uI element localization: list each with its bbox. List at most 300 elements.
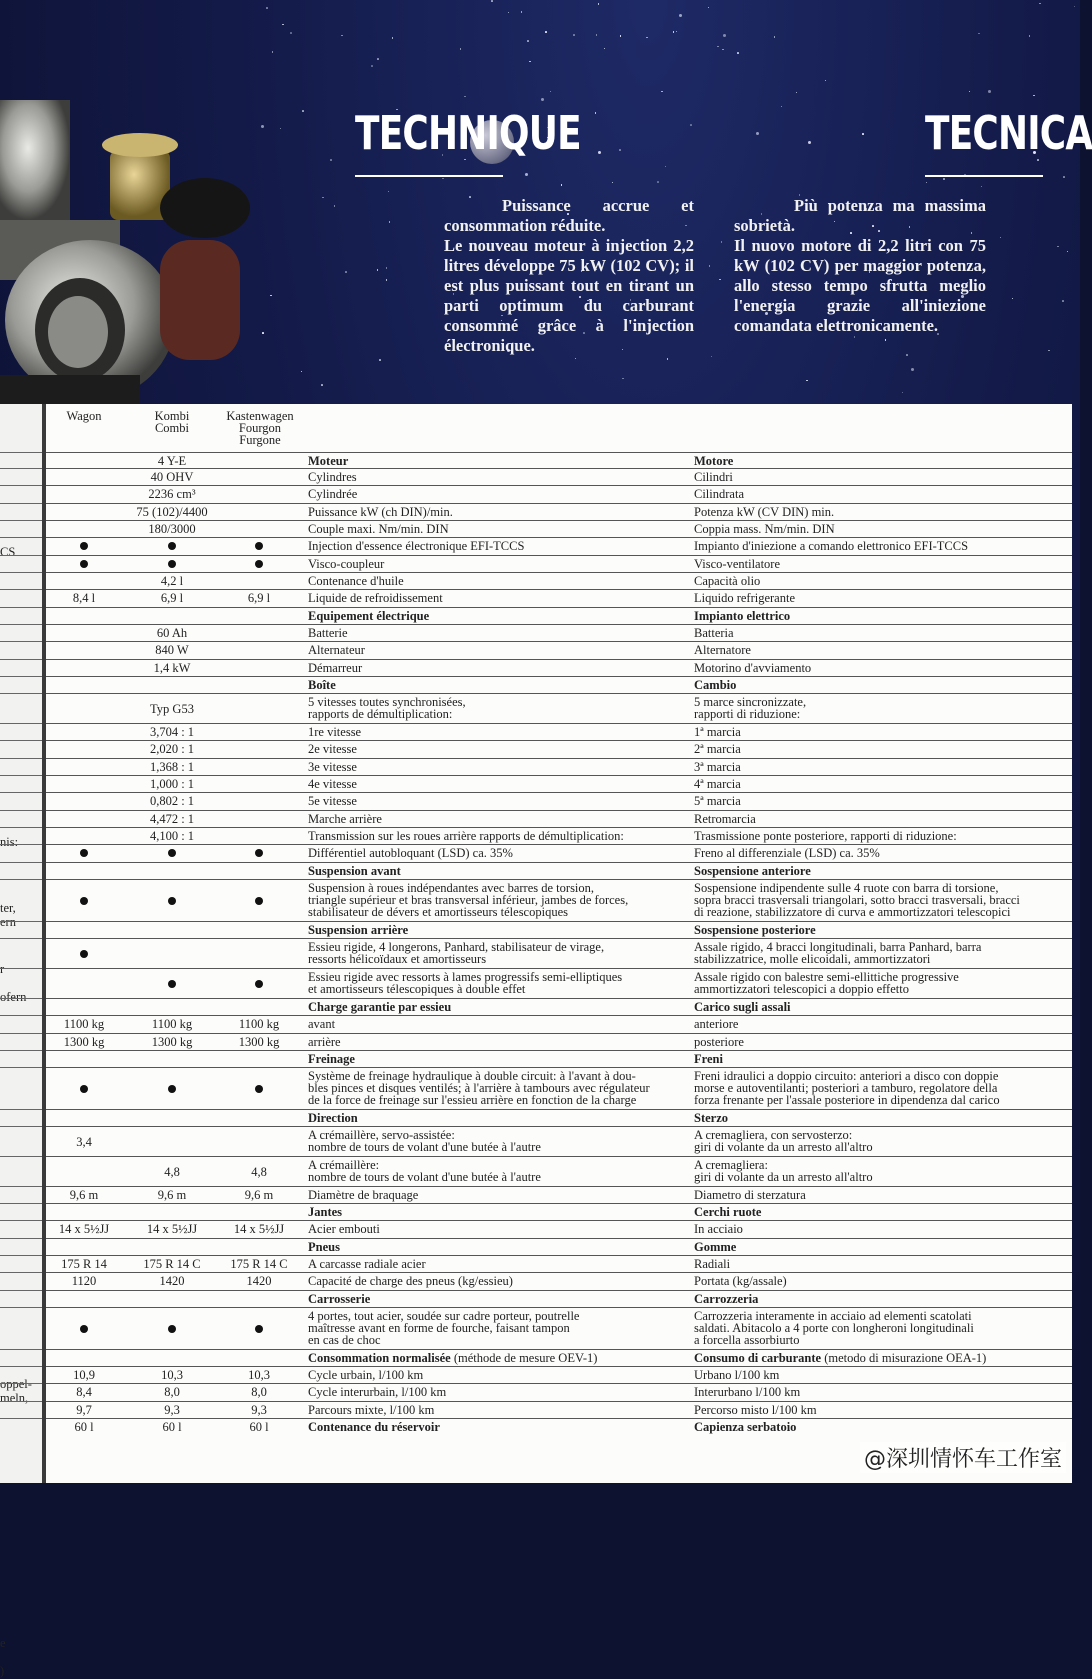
spec-label-it-text: Freni [694, 1052, 723, 1066]
facing-page-rule [0, 1220, 46, 1221]
spec-value-c2 [126, 978, 218, 990]
spec-value-c2: 1300 kg [151, 1035, 193, 1049]
spec-label-fr [308, 1018, 686, 1030]
spec-label-it-text: Impianto d'iniezione a comando elettronico EFI-TCCS [694, 539, 969, 553]
spec-label-it [694, 471, 1064, 483]
spec-label-fr [308, 592, 686, 604]
facing-page-rule [0, 1349, 46, 1350]
spec-label-fr [308, 1053, 686, 1065]
spec-value-c2: 175 R 14 C [143, 1257, 201, 1271]
spec-value-c2: 0,802 : 1 [149, 794, 195, 808]
facing-page-rule [0, 1126, 46, 1127]
facing-page-rule [0, 1307, 46, 1308]
spec-row [46, 862, 1072, 880]
star [598, 3, 600, 5]
spec-label-it [694, 1036, 1064, 1048]
spec-label-fr-text: 5e vitesse [308, 794, 357, 808]
spec-value-c1: 60 l [74, 1420, 94, 1434]
spec-label-fr-method: (méthode de mesure OEV-1) [450, 1351, 598, 1365]
spec-label-fr-text: Différentiel autobloquant (LSD) ca. 35% [308, 846, 513, 860]
spec-value-c3 [218, 540, 300, 552]
spec-value-c2: 75 (102)/4400 [136, 505, 208, 519]
standard-equipment-dot [255, 980, 263, 988]
spec-value-c2: 1100 kg [151, 1017, 193, 1031]
spec-value-c1: 3,4 [76, 1135, 92, 1149]
spec-label-fr-text: Cylindrée [308, 487, 358, 501]
spec-value-c2: 2236 cm³ [148, 487, 196, 501]
spec-label-fr [308, 1001, 686, 1013]
spec-row [46, 998, 1072, 1016]
spec-value-c3 [218, 558, 300, 570]
star [808, 141, 811, 144]
spec-label-fr [308, 558, 686, 570]
standard-equipment-dot [80, 560, 88, 568]
star [679, 14, 682, 17]
star [596, 34, 598, 36]
star [943, 178, 945, 180]
spec-label-it-text: Cilindri [694, 470, 733, 484]
spec-label-it [694, 1070, 1064, 1106]
standard-equipment-dot [255, 1325, 263, 1333]
spec-value-c1 [46, 1323, 122, 1335]
spec-label-it-text: Portata (kg/assale) [694, 1274, 787, 1288]
spec-value-c2: 1,368 : 1 [149, 760, 195, 774]
star [620, 35, 622, 37]
intro-it-lead: Più potenza ma massima sobrietà. [734, 196, 986, 235]
spec-label-it [694, 941, 1064, 965]
spec-label-it [694, 575, 1064, 587]
star [330, 159, 332, 161]
star [388, 191, 390, 193]
spec-value-c2: 14 x 5½JJ [146, 1222, 198, 1236]
spec-label-it-text: Radiali [694, 1257, 731, 1271]
standard-equipment-dot [255, 897, 263, 905]
spec-label-fr-text: Direction [308, 1111, 358, 1125]
star [723, 34, 726, 37]
facing-page-rule [0, 520, 46, 521]
star [377, 58, 379, 60]
spec-label-it [694, 1112, 1064, 1124]
spec-label-it-text: Assale rigido, 4 bracci longitudinali, barra Panhard, barra stabilizzatrice, molle elicoidali, ammortizzatori [694, 940, 982, 966]
spec-value-c1: 9,7 [76, 1403, 92, 1417]
spec-row [46, 1272, 1072, 1291]
spec-label-fr-text: arrière [308, 1035, 341, 1049]
star [550, 91, 552, 93]
spec-row [46, 792, 1072, 811]
spec-label-it [694, 488, 1064, 500]
star [721, 241, 723, 243]
spec-label-fr-text: Cycle urbain, l/100 km [308, 1368, 424, 1382]
facing-page-rule [0, 810, 46, 811]
spec-label-it [694, 1189, 1064, 1201]
star [1067, 251, 1069, 253]
facing-page-rule [0, 452, 46, 453]
facing-page-rule [0, 1272, 46, 1273]
star [541, 98, 544, 101]
spec-value-c1: 9,6 m [69, 1188, 99, 1202]
star [525, 173, 528, 176]
spec-row [46, 1418, 1072, 1436]
spec-value-c1 [46, 895, 122, 907]
star [978, 33, 980, 35]
star [521, 11, 523, 13]
star [667, 358, 669, 360]
star [717, 46, 719, 48]
spec-value-c2: Typ G53 [150, 702, 194, 716]
star [619, 149, 621, 151]
spec-value-c2 [126, 1083, 218, 1095]
spec-label-it-text: Sospensione posteriore [694, 923, 816, 937]
facing-page-rule [0, 1067, 46, 1068]
spec-label-it-text: Cilindrata [694, 487, 744, 501]
spec-label-it [694, 1223, 1064, 1235]
spec-label-fr-text: Couple maxi. Nm/min. DIN [308, 522, 449, 536]
spec-label-it-text: In acciaio [694, 1222, 743, 1236]
spec-row [46, 452, 1072, 469]
facing-page-fragment: r [0, 962, 5, 976]
spec-label-fr-text: Boîte [308, 678, 336, 692]
spec-label-it [694, 1053, 1064, 1065]
star [926, 182, 928, 184]
standard-equipment-dot [168, 560, 176, 568]
spec-label-fr [308, 610, 686, 622]
spec-value-c3: 4,8 [251, 1165, 267, 1179]
star [673, 31, 675, 33]
star [1074, 6, 1076, 8]
star [1039, 3, 1041, 5]
spec-label-fr-text: Equipement électrique [308, 609, 430, 623]
facing-page-rule [0, 740, 46, 741]
spec-label-fr [308, 971, 686, 995]
facing-page-fragment: meln, [0, 1391, 29, 1405]
facing-page-rule [0, 938, 46, 939]
spec-label-it [694, 813, 1064, 825]
spec-label-fr-text: Pneus [308, 1240, 340, 1254]
intro-french [444, 196, 694, 356]
facing-page-rule [0, 1401, 46, 1402]
spec-label-it [694, 558, 1064, 570]
spec-row [46, 1383, 1072, 1402]
spec-label-it [694, 1258, 1064, 1270]
star [266, 7, 268, 9]
spec-label-it-text: Diametro di sterzatura [694, 1188, 806, 1202]
facing-page-fragment: CS [0, 545, 16, 559]
star [464, 96, 466, 98]
star [796, 92, 798, 94]
star [906, 354, 908, 356]
spec-label-it-text: Trasmissione ponte posteriore, rapporti di riduzione: [694, 829, 957, 843]
spec-value-c1: 1100 kg [63, 1017, 105, 1031]
star [719, 279, 721, 281]
spec-label-fr-text: Démarreur [308, 661, 363, 675]
spec-label-it [694, 627, 1064, 639]
standard-equipment-dot [168, 542, 176, 550]
spec-label-it [694, 1310, 1064, 1346]
star [708, 7, 710, 9]
star [722, 49, 724, 51]
title-technique: TECHNIQUE [355, 106, 581, 160]
spec-value-c2: 2,020 : 1 [149, 742, 195, 756]
star [661, 91, 663, 93]
spec-label-fr [308, 1036, 686, 1048]
spec-row [46, 468, 1072, 486]
facing-page-rule [0, 572, 46, 573]
spec-label-fr-text: Carrosserie [308, 1292, 371, 1306]
facing-page-rule [0, 1383, 46, 1384]
facing-page-rule [0, 676, 46, 677]
spec-label-fr [308, 865, 686, 877]
spec-label-it-text: 3ª marcia [694, 760, 741, 774]
facing-page-rule [0, 1033, 46, 1034]
facing-page-rule [0, 503, 46, 504]
spec-label-it-text: Liquido refrigerante [694, 591, 795, 605]
title-rule-it [925, 175, 1043, 177]
spec-label-fr-text: A crémaillère: nombre de tours de volant d'une butée à l'autre [308, 1158, 541, 1184]
spec-label-it-text: Coppia mass. Nm/min. DIN [694, 522, 835, 536]
spec-label-fr [308, 761, 686, 773]
spec-label-it-text: Percorso misto l/100 km [694, 1403, 817, 1417]
engine-photo [0, 90, 260, 410]
spec-row [46, 879, 1072, 922]
star [1057, 246, 1059, 248]
star [386, 267, 388, 269]
star [595, 112, 597, 114]
spec-label-it [694, 523, 1064, 535]
spec-row [46, 1238, 1072, 1256]
spec-label-fr [308, 795, 686, 807]
spec-label-fr [308, 488, 686, 500]
spec-value-c1 [46, 847, 122, 859]
star [737, 52, 739, 54]
spec-label-it-text: A cremagliera, con servosterzo: giri di volante da un arresto all'altro [694, 1128, 873, 1154]
spec-row [46, 572, 1072, 590]
spec-row [46, 740, 1072, 759]
spec-label-it [694, 1293, 1064, 1305]
spec-label-fr-text: Alternateur [308, 643, 365, 657]
star [377, 269, 379, 271]
star [508, 12, 510, 14]
spec-row [46, 641, 1072, 660]
star [709, 265, 711, 267]
spec-label-fr-text: Batterie [308, 626, 348, 640]
spec-label-it-text: Retromarcia [694, 812, 756, 826]
spec-label-fr-text: A crémaillère, servo-assistée: nombre de tours de volant d'une butée à l'autre [308, 1128, 541, 1154]
spec-label-it-text: Capacità olio [694, 574, 761, 588]
facing-page-rule [0, 879, 46, 880]
spec-label-it-text: Carico sugli assali [694, 1000, 791, 1014]
facing-page-rule [0, 607, 46, 608]
star [690, 124, 692, 126]
spec-label-fr-text: Contenance du réservoir [308, 1420, 440, 1434]
spec-value-c3: 14 x 5½JJ [233, 1222, 285, 1236]
facing-page-rule [0, 775, 46, 776]
spec-label-fr-text: Capacité de charge des pneus (kg/essieu) [308, 1274, 513, 1288]
star [371, 65, 373, 67]
star [711, 356, 713, 358]
spec-row [46, 1255, 1072, 1273]
spec-label-it-text: Motorino d'avviamento [694, 661, 812, 675]
star [302, 110, 304, 112]
spec-label-fr [308, 1293, 686, 1305]
star [321, 384, 323, 386]
spec-label-fr [308, 778, 686, 790]
col-head-wagon: Wagon [66, 409, 102, 423]
spec-label-fr [308, 506, 686, 518]
star [806, 380, 808, 382]
star [379, 359, 381, 361]
spec-label-fr [308, 1275, 686, 1287]
spec-label-fr [308, 1421, 686, 1433]
star [665, 166, 667, 168]
star [442, 178, 444, 180]
spec-label-fr [308, 1112, 686, 1124]
spec-row [46, 1033, 1072, 1051]
star [1029, 35, 1031, 37]
spec-value-c2 [126, 1323, 218, 1335]
star [825, 80, 827, 82]
spec-value-c1 [46, 948, 122, 960]
facing-page-rule [0, 1156, 46, 1157]
star [561, 184, 563, 186]
spec-label-it [694, 1421, 1064, 1433]
spec-table [46, 404, 1072, 1483]
star [341, 35, 343, 37]
spec-row [46, 520, 1072, 538]
watermark: @深圳情怀车工作室 [860, 1442, 1066, 1473]
star [261, 125, 264, 128]
facing-page-rule [0, 844, 46, 845]
spec-label-it [694, 1001, 1064, 1013]
spec-value-c1 [46, 1083, 122, 1095]
facing-page-rule [0, 862, 46, 863]
spec-label-it-text: Cambio [694, 678, 737, 692]
spec-row [46, 693, 1072, 724]
spec-label-it-text: Cerchi ruote [694, 1205, 762, 1219]
star [598, 151, 601, 154]
spec-label-fr-text: Consommation normalisée [308, 1351, 451, 1365]
facing-page-rule [0, 723, 46, 724]
facing-page-rule [0, 1186, 46, 1187]
spec-label-fr [308, 1404, 686, 1416]
spec-value-c3: 1100 kg [238, 1017, 280, 1031]
spec-row [46, 589, 1072, 608]
facing-page-rule [0, 641, 46, 642]
spec-label-fr [308, 1369, 686, 1381]
spec-value-c2: 1420 [159, 1274, 185, 1288]
spec-label-fr-text: Marche arrière [308, 812, 382, 826]
facing-page-rule [0, 624, 46, 625]
spec-label-it [694, 971, 1064, 995]
spec-label-it [694, 1404, 1064, 1416]
spec-row [46, 1015, 1072, 1034]
standard-equipment-dot [168, 849, 176, 857]
facing-page-fragment: ofern [0, 990, 27, 1004]
spec-value-c1: 1300 kg [63, 1035, 105, 1049]
spec-row [46, 1366, 1072, 1384]
spec-label-fr-text: A carcasse radiale acier [308, 1257, 426, 1271]
spec-label-fr-text: Freinage [308, 1052, 355, 1066]
spec-row [46, 921, 1072, 939]
spec-label-it [694, 540, 1064, 552]
spec-label-fr-text: 4 portes, tout acier, soudée sur cadre porteur, poutrelle maîtresse avant en forme de fourche, faisant tampon en cas de choc [308, 1309, 580, 1347]
spec-value-c2: 1,000 : 1 [149, 777, 195, 791]
spec-label-it [694, 778, 1064, 790]
spec-label-it-text: Sterzo [694, 1111, 729, 1125]
standard-equipment-dot [168, 897, 176, 905]
spec-label-fr [308, 924, 686, 936]
spec-value-c2: 180/3000 [148, 522, 196, 536]
intro-italian [734, 196, 986, 336]
standard-equipment-dot [255, 560, 263, 568]
star [491, 0, 493, 2]
facing-page-rule [0, 968, 46, 969]
star [646, 37, 648, 39]
spec-label-it [694, 592, 1064, 604]
spec-label-fr [308, 941, 686, 965]
spec-value-c2: 6,9 l [160, 591, 184, 605]
spec-label-fr [308, 523, 686, 535]
spec-label-it [694, 1018, 1064, 1030]
spec-value-c2 [126, 847, 218, 859]
spec-label-it-text: posteriore [694, 1035, 744, 1049]
spec-label-fr-text: Injection d'essence électronique EFI-TCCS [308, 539, 525, 553]
spec-value-c3 [218, 1323, 300, 1335]
star [270, 295, 272, 297]
spec-label-fr [308, 575, 686, 587]
standard-equipment-dot [255, 849, 263, 857]
standard-equipment-dot [80, 542, 88, 550]
spec-value-c3: 1300 kg [238, 1035, 280, 1049]
facing-page-fragment: e [0, 1636, 6, 1650]
spec-value-c1 [46, 540, 122, 552]
spec-label-fr-text: Système de freinage hydraulique à double circuit: à l'avant à dou- bles pinces et disques ventilés; à l'arrière à tambours avec régulateur de la force de freinage sur l'essieu arrière en fonction de la charge [308, 1069, 650, 1107]
facing-page-rule [0, 589, 46, 590]
star [527, 40, 529, 42]
spec-row [46, 758, 1072, 776]
standard-equipment-dot [255, 1085, 263, 1093]
facing-page-rule [0, 792, 46, 793]
spec-label-fr-text: Essieu rigide, 4 longerons, Panhard, stabilisateur de virage, ressorts hélicoïdaux et amortisseurs [308, 940, 605, 966]
intro-fr-body: Le nouveau moteur à injection 2,2 litres développe 75 kW (102 CV); il est plus puissant tout en tirant un parti optimum du carburant consommé grâce à l'injection électronique. [444, 236, 694, 355]
star [622, 378, 624, 380]
spec-label-it-text: anteriore [694, 1017, 739, 1031]
spec-value-c2: 10,3 [161, 1368, 183, 1382]
facing-page-rule [0, 921, 46, 922]
spec-label-fr [308, 1310, 686, 1346]
star [290, 32, 292, 34]
spec-label-fr-text: Cylindres [308, 470, 357, 484]
spec-label-fr-text: Suspension arrière [308, 923, 409, 937]
facing-page-rule [0, 468, 46, 469]
spec-value-c1: 14 x 5½JJ [58, 1222, 110, 1236]
spec-label-it-text: 4ª marcia [694, 777, 741, 791]
spec-row [46, 1220, 1072, 1239]
spec-value-c3 [218, 1083, 300, 1095]
spec-label-fr [308, 1223, 686, 1235]
spec-value-c2: 4 Y-E [157, 454, 187, 468]
spec-row [46, 537, 1072, 556]
spec-label-fr [308, 662, 686, 674]
standard-equipment-dot [80, 849, 88, 857]
spec-value-c2: 8,0 [164, 1385, 180, 1399]
facing-page-fragment: ter, [0, 901, 16, 915]
spec-label-it [694, 795, 1064, 807]
facing-page-rule [0, 537, 46, 538]
standard-equipment-dot [80, 1325, 88, 1333]
spec-label-it [694, 743, 1064, 755]
spec-label-it [694, 924, 1064, 936]
spec-label-it [694, 1241, 1064, 1253]
